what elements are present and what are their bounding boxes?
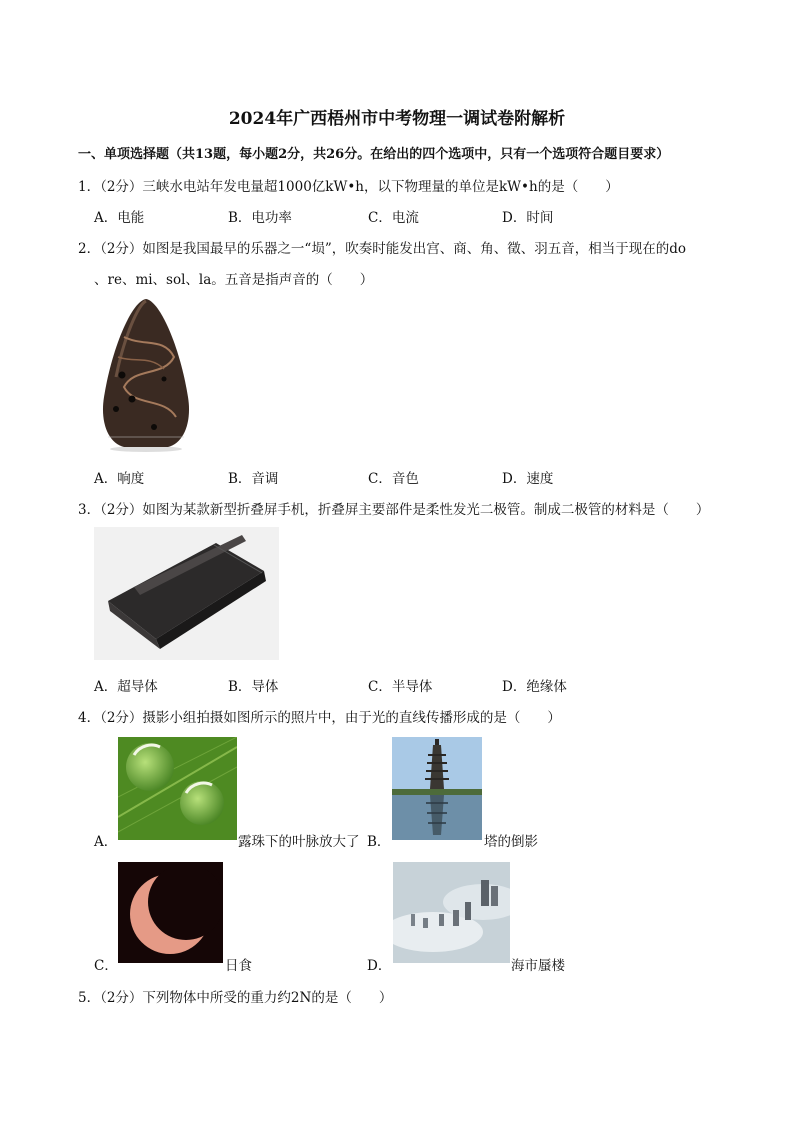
question-4-option-d-letter: D． <box>367 958 392 974</box>
solar-eclipse-image <box>118 862 223 963</box>
page-title: 2024年广西梧州市中考物理一调试卷附解析 <box>228 109 566 129</box>
question-4-option-a-caption: 露珠下的叶脉放大了 <box>238 834 360 850</box>
mirage-image <box>393 862 510 963</box>
question-2-option-a: A．响度 <box>94 471 145 487</box>
leaf-dewdrop-image <box>118 737 237 840</box>
question-2-option-b: B．音调 <box>228 471 279 487</box>
question-3-option-c: C．半导体 <box>368 679 433 695</box>
question-2-stem-line1: 2．（2分）如图是我国最早的乐器之一“埙”，吹奏时能发出宫、商、角、徵、羽五音，相当于现在的do <box>78 241 686 257</box>
question-4-option-d-caption: 海市蜃楼 <box>511 958 565 974</box>
question-1-stem: 1．（2分）三峡水电站年发电量超1000亿kW•h，以下物理量的单位是kW•h的是（ ） <box>78 179 619 195</box>
question-4-option-b-caption: 塔的倒影 <box>484 834 538 850</box>
question-4-option-b-letter: B． <box>367 834 391 850</box>
question-3-option-a: A．超导体 <box>94 679 158 695</box>
question-4-stem: 4．（2分）摄影小组拍摄如图所示的照片中，由于光的直线传播形成的是（ ） <box>78 710 561 726</box>
question-1-option-d: D．时间 <box>502 210 554 226</box>
question-1-option-b: B．电功率 <box>228 210 292 226</box>
question-2-option-c: C．音色 <box>368 471 419 487</box>
question-3-stem: 3．（2分）如图为某款新型折叠屏手机，折叠屏主要部件是柔性发光二极管。制成二极管的材料是（ ） <box>78 502 710 518</box>
question-4-option-a-letter: A． <box>94 834 118 850</box>
pagoda-reflection-image <box>392 737 482 840</box>
section-heading: 一、单项选择题（共13题，每小题2分，共26分。在给出的四个选项中，只有一个选项符合题目要求） <box>78 147 670 162</box>
question-3-option-b: B．导体 <box>228 679 279 695</box>
question-1-option-c: C．电流 <box>368 210 419 226</box>
xun-instrument-image <box>94 297 198 452</box>
question-5-stem: 5．（2分）下列物体中所受的重力约2N的是（ ） <box>78 990 393 1006</box>
question-2-option-d: D．速度 <box>502 471 554 487</box>
question-1-option-a: A．电能 <box>94 210 145 226</box>
question-4-option-c-letter: C． <box>94 958 118 974</box>
question-3-option-d: D．绝缘体 <box>502 679 567 695</box>
question-2-stem-line2: 、re、mi、sol、la。五音是指声音的（ ） <box>94 272 374 288</box>
question-4-option-c-caption: 日食 <box>225 958 252 974</box>
folding-phone-image <box>94 527 279 660</box>
